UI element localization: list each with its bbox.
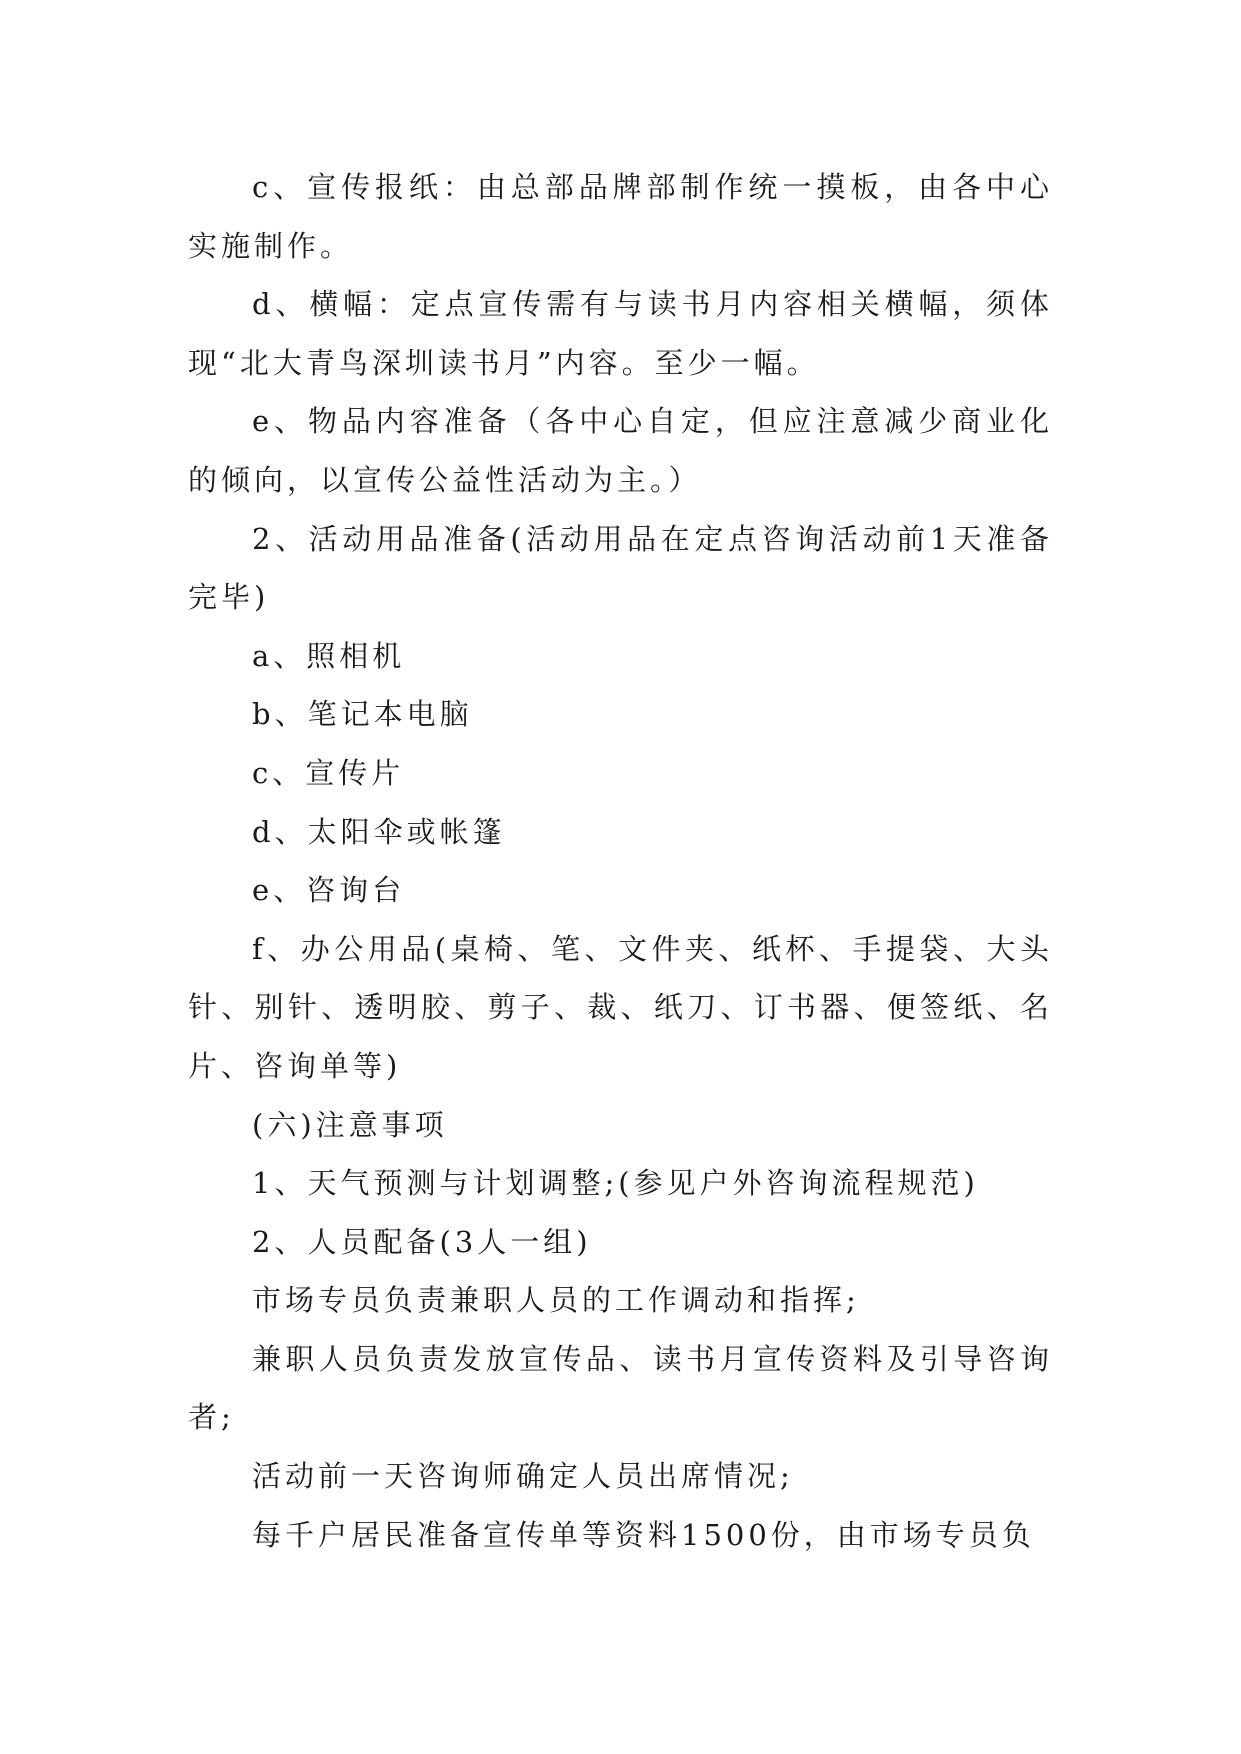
list-item-consult-desk: e、咨询台	[252, 873, 406, 908]
list-item-promo-film: c、宣传片	[252, 755, 405, 790]
paragraph-attendance: 活动前一天咨询师确定人员出席情况;	[252, 1459, 794, 1494]
list-item-laptop: b、笔记本电脑	[252, 697, 473, 732]
paragraph-staffing: 2、人员配备(3人一组)	[252, 1224, 592, 1259]
paragraph-promo-newspaper: c、宣传报纸：由总部品牌部制作统一摸板，由各中心实施制作。	[188, 170, 1053, 263]
paragraph-part-time-staff: 兼职人员负责发放宣传品、读书月宣传资料及引导咨询者;	[188, 1341, 1053, 1435]
section-heading-notes: (六)注意事项	[252, 1107, 448, 1142]
list-item-umbrella-tent: d、太阳伞或帐篷	[252, 814, 506, 849]
paragraph-market-specialist: 市场专员负责兼职人员的工作调动和指挥;	[252, 1283, 860, 1318]
document-body	[188, 158, 1053, 1564]
paragraph-supplies-heading: 2、活动用品准备(活动用品在定点咨询活动前1天准备完毕)	[188, 521, 1053, 615]
list-item-camera: a、照相机	[252, 638, 406, 673]
paragraph-flyers: 每千户居民准备宣传单等资料1500份，由市场专员负	[252, 1517, 1035, 1552]
paragraph-banner: d、横幅：定点宣传需有与读书月内容相关横幅，须体现“北大青鸟深圳读书月”内容。至少一幅。	[188, 287, 1053, 380]
paragraph-weather: 1、天气预测与计划调整;(参见户外咨询流程规范)	[252, 1166, 979, 1201]
list-item-office-supplies: f、办公用品(桌椅、笔、文件夹、纸杯、手提袋、大头针、别针、透明胶、剪子、裁、纸刀、订书器、便签纸、名片、咨询单等)	[188, 931, 1053, 1083]
paragraph-items-prep: e、物品内容准备（各中心自定，但应注意减少商业化的倾向，以宣传公益性活动为主。）	[188, 404, 1053, 497]
